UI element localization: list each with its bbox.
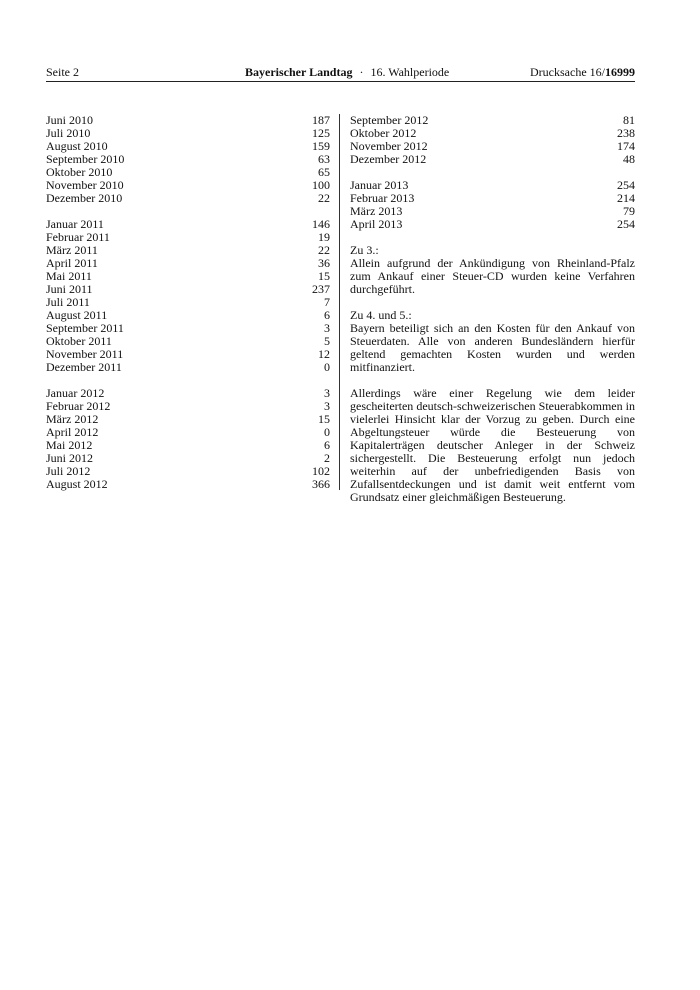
count-value: 3 [324,399,330,413]
count-value: 187 [312,113,330,127]
month-label: August 2010 [46,139,108,153]
count-value: 0 [324,425,330,439]
month-label: Dezember 2011 [46,360,122,374]
count-value: 81 [623,113,635,127]
count-value: 2 [324,451,330,465]
month-label: Juli 2011 [46,295,90,309]
month-label: Oktober 2010 [46,165,113,179]
month-label: September 2010 [46,152,125,166]
page-number: Seite 2 [46,65,79,79]
month-label: August 2012 [46,477,108,491]
left-column-table [46,114,330,504]
count-value: 159 [312,139,330,153]
count-value: 7 [324,295,330,309]
count-value: 22 [318,191,330,205]
section-4-5 [350,309,635,374]
month-label: Juni 2011 [46,282,93,296]
month-label: Januar 2013 [350,178,409,192]
header-separator: · [359,65,364,79]
section-3-text: Allein aufgrund der Ankündigung von Rheinland-Pfalz zum Ankauf einer Steuer-CD wurden keine Verfahren durchgeführt. [350,256,635,296]
count-value: 237 [312,282,330,296]
section-3-heading: Zu 3.: [350,243,379,257]
document-number: 16999 [605,65,635,79]
month-group [46,218,330,374]
right-column-table [350,114,635,231]
month-label: März 2012 [46,412,99,426]
count-value: 100 [312,178,330,192]
month-label: November 2010 [46,178,124,192]
count-value: 6 [324,438,330,452]
month-label: November 2012 [350,139,428,153]
count-value: 214 [617,191,635,205]
count-value: 366 [312,477,330,491]
month-label: Juni 2012 [46,451,94,465]
header-title [245,64,449,80]
month-label: Mai 2012 [46,438,93,452]
table-row [350,153,635,166]
count-value: 15 [318,412,330,426]
month-label: Februar 2012 [46,399,111,413]
month-label: November 2011 [46,347,124,361]
count-value: 6 [324,308,330,322]
section-4-5-text: Bayern beteiligt sich an den Kosten für den Ankauf von Steuerdaten. Alle von anderen Bundesländern hierfür geltend gemachten Kosten wurden und werden mitfinanziert. [350,321,635,374]
month-label: Januar 2012 [46,386,105,400]
count-value: 254 [617,217,635,231]
closing-paragraph: Allerdings wäre einer Regelung wie dem leider gescheiterten deutsch-schweizerischen Steuerabkommen in vielerlei Hinsicht klar der Vorzug zu geben. Durch eine Abgeltungsteuer würde die Besteuerung von Kapitalerträgen deutscher Anleger in der Schweiz sichergestellt. Die Besteuerung erfolgt nun jedoch weiterhin auf der unbefriedigenden Basis von Zufallsentdeckungen und ist damit weit entfernt vom Grundsatz einer gleichmäßigen Besteuerung. [350,386,635,504]
count-value: 22 [318,243,330,257]
table-row [46,478,330,491]
month-label: Juli 2010 [46,126,91,140]
month-label: September 2012 [350,113,429,127]
month-group [350,179,635,231]
count-value: 12 [318,347,330,361]
column-divider [339,114,340,490]
month-label: August 2011 [46,308,108,322]
month-label: April 2011 [46,256,98,270]
month-label: Januar 2011 [46,217,104,231]
table-row [46,192,330,205]
document-prefix: Drucksache 16/ [530,65,605,79]
count-value: 254 [617,178,635,192]
month-label: April 2012 [46,425,99,439]
legislative-period: 16. Wahlperiode [370,65,450,79]
count-value: 36 [318,256,330,270]
count-value: 5 [324,334,330,348]
month-label: Dezember 2012 [350,152,427,166]
month-label: März 2011 [46,243,98,257]
count-value: 238 [617,126,635,140]
section-4-5-heading: Zu 4. und 5.: [350,308,412,322]
count-value: 3 [324,386,330,400]
count-value: 19 [318,230,330,244]
month-label: September 2011 [46,321,124,335]
month-label: Oktober 2011 [46,334,112,348]
month-group [46,114,330,205]
month-label: März 2013 [350,204,403,218]
count-value: 3 [324,321,330,335]
count-value: 146 [312,217,330,231]
month-label: Februar 2013 [350,191,415,205]
table-row [46,361,330,374]
count-value: 79 [623,204,635,218]
month-label: Februar 2011 [46,230,110,244]
month-label: April 2013 [350,217,403,231]
count-value: 65 [318,165,330,179]
count-value: 48 [623,152,635,166]
table-row [350,218,635,231]
month-group [46,387,330,491]
right-column [350,114,635,517]
section-3 [350,244,635,296]
count-value: 15 [318,269,330,283]
publisher-name: Bayerischer Landtag [245,65,353,79]
count-value: 0 [324,360,330,374]
count-value: 174 [617,139,635,153]
month-group [350,114,635,166]
count-value: 63 [318,152,330,166]
month-label: Oktober 2012 [350,126,417,140]
document-reference [530,64,635,80]
month-label: Juni 2010 [46,113,94,127]
month-label: Mai 2011 [46,269,92,283]
month-label: Dezember 2010 [46,191,123,205]
count-value: 125 [312,126,330,140]
count-value: 102 [312,464,330,478]
month-label: Juli 2012 [46,464,91,478]
page-header [46,64,635,82]
